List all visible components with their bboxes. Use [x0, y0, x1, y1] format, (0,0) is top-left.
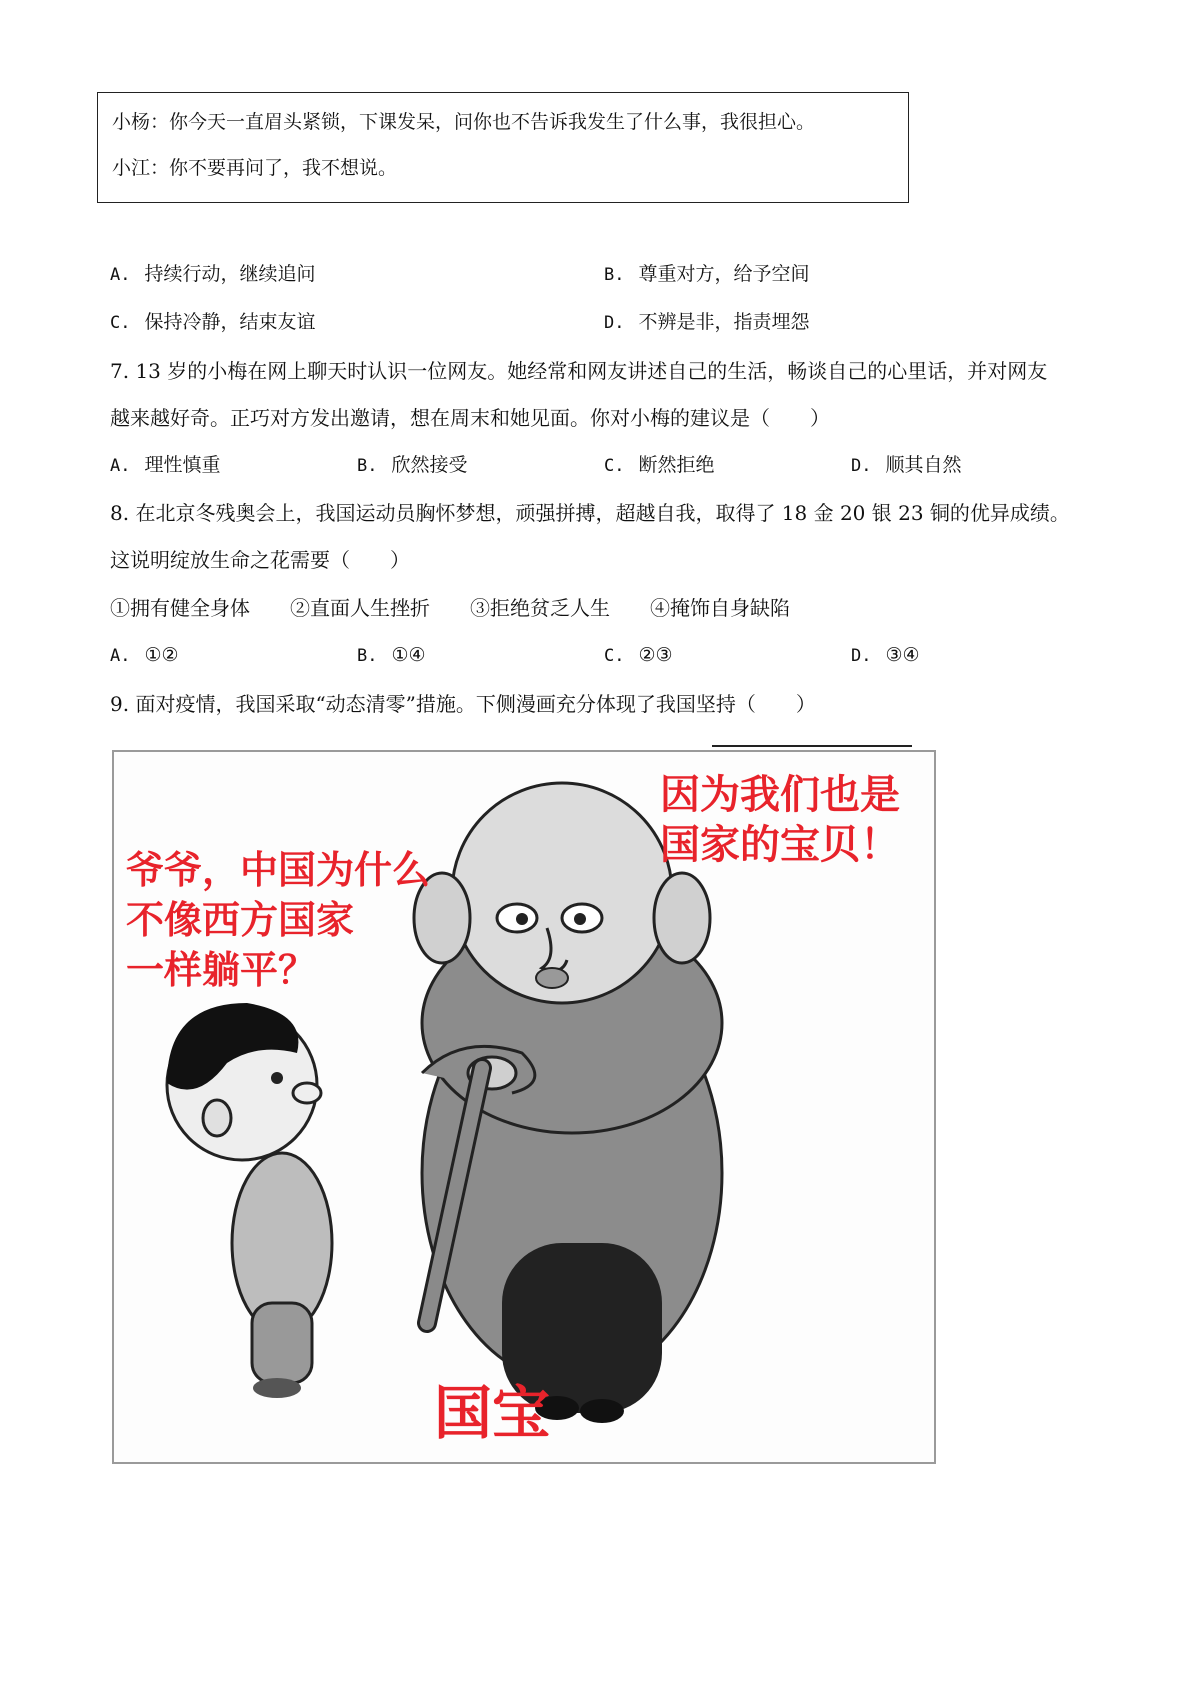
guobao-label: 国宝 — [434, 1379, 551, 1447]
child-speech-line-2: 不像西方国家 — [126, 898, 355, 942]
cartoon-illustration — [112, 743, 938, 1467]
q8-option-c[interactable]: C. ②③ — [604, 644, 673, 666]
q6-option-d[interactable]: D. 不辨是非，指责埋怨 — [604, 311, 810, 333]
grandpa-speech-line-2: 国家的宝贝！ — [660, 822, 900, 868]
q7-option-c[interactable]: C. 断然拒绝 — [604, 454, 715, 476]
q8-option-d[interactable]: D. ③④ — [851, 644, 920, 666]
child-speech-line-3: 一样躺平？ — [126, 948, 317, 992]
q8-statements: ①拥有健全身体 ②直面人生挫折 ③拒绝贫乏人生 ④掩饰自身缺陷 — [110, 596, 790, 620]
q7-option-b[interactable]: B. 欣然接受 — [357, 454, 468, 476]
q7-option-d[interactable]: D. 顺其自然 — [851, 454, 962, 476]
q6-option-b[interactable]: B. 尊重对方，给予空间 — [604, 263, 810, 285]
q8-stem-line-1: 8. 在北京冬残奥会上，我国运动员胸怀梦想，顽强拼搏，超越自我，取得了 18 金 20 银 23 铜的优异成绩。 — [110, 501, 1070, 525]
q7-option-a[interactable]: A. 理性慎重 — [110, 454, 221, 476]
q6-option-a[interactable]: A. 持续行动，继续追问 — [110, 263, 316, 285]
dialog-line-1: 小杨：你今天一直眉头紧锁，下课发呆，问你也不告诉我发生了什么事，我很担心。 — [112, 111, 816, 133]
q8-stem-line-2: 这说明绽放生命之花需要（ ） — [110, 548, 410, 572]
q6-option-c[interactable]: C. 保持冷静，结束友谊 — [110, 311, 316, 333]
grandpa-speech-line-1: 因为我们也是 — [660, 772, 900, 818]
dialog-line-2: 小江：你不要再问了，我不想说。 — [112, 157, 398, 179]
q8-option-a[interactable]: A. ①② — [110, 644, 179, 666]
q7-stem-line-2: 越来越好奇。正巧对方发出邀请，想在周末和她见面。你对小梅的建议是（ ） — [110, 406, 830, 430]
q9-stem-line-1: 9. 面对疫情，我国采取“动态清零”措施。下侧漫画充分体现了我国坚持（ ） — [110, 692, 816, 716]
dialog-box — [97, 92, 909, 203]
q7-stem-line-1: 7. 13 岁的小梅在网上聊天时认识一位网友。她经常和网友讲述自己的生活，畅谈自己的心里话，并对网友 — [110, 359, 1048, 383]
q8-option-b[interactable]: B. ①④ — [357, 644, 426, 666]
child-speech-line-1: 爷爷，中国为什么 — [126, 848, 431, 892]
